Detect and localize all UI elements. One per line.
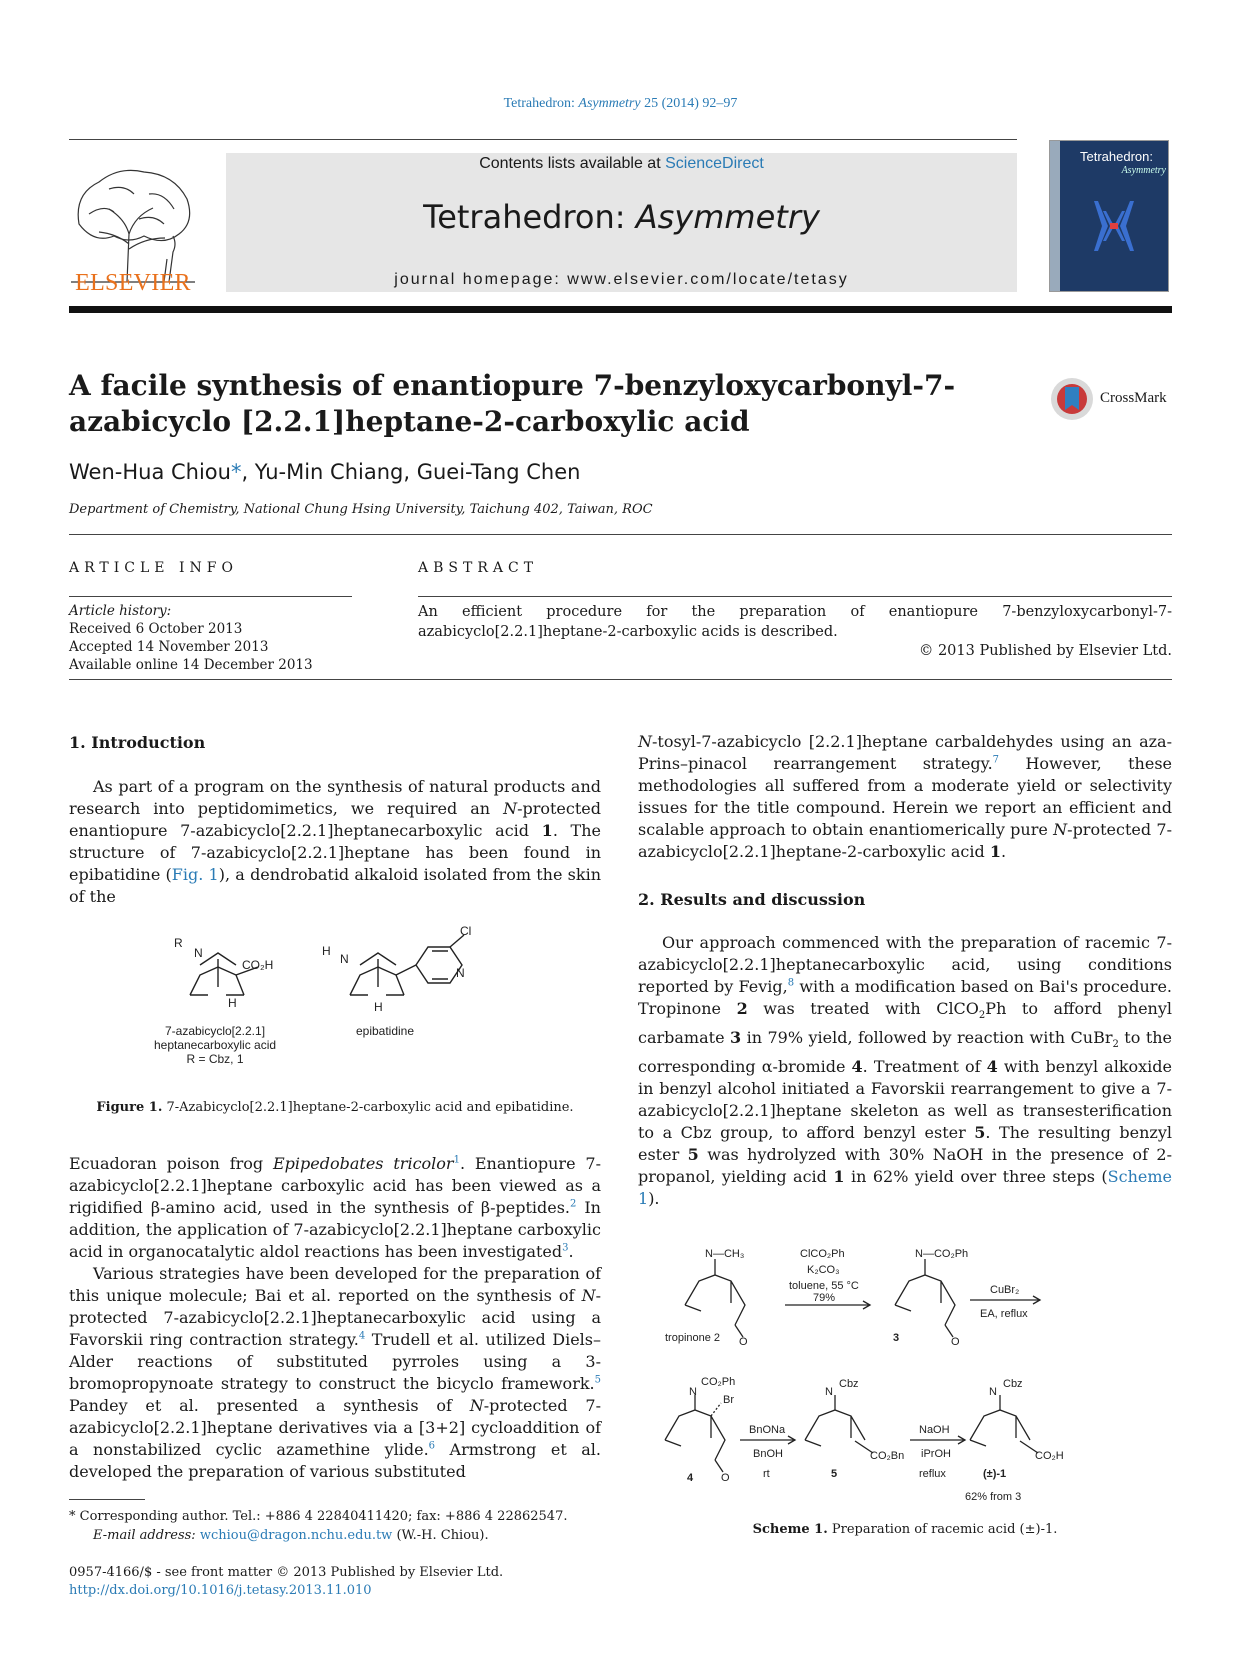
scheme-reagent-bnoh: BnOH <box>753 1448 783 1460</box>
fig2-n-label: N <box>340 952 349 966</box>
crossmark-icon <box>1050 377 1094 421</box>
cover-subtitle: Asymmetry <box>1121 165 1166 176</box>
crossmark-label: CrossMark <box>1100 390 1167 406</box>
issn-line: 0957-4166/$ - see front matter © 2013 Published by Elsevier Ltd. <box>69 1565 504 1580</box>
crossmark-badge[interactable] <box>1050 377 1180 423</box>
scheme-n-co2ph-label: N—CO₂Ph <box>915 1248 969 1260</box>
scheme-final-yield: 62% from 3 <box>965 1491 1022 1503</box>
journal-title: Tetrahedron: Asymmetry <box>423 198 820 236</box>
article-title: A facile synthesis of enantiopure 7-benzyloxycarbonyl-7-azabicyclo [2.2.1]heptane-2-carboxylic acid <box>69 369 956 438</box>
affiliation-rule <box>69 534 1172 535</box>
sciencedirect-link[interactable]: ScienceDirect <box>665 155 764 172</box>
scheme-n-ch3-label: N—CH₃ <box>705 1248 745 1260</box>
fig1-h-label: H <box>228 996 237 1010</box>
scheme-cbz-label-5: Cbz <box>839 1378 859 1390</box>
scheme-co2h-label: CO₂H <box>1035 1450 1064 1462</box>
abstract-rule <box>418 596 1172 597</box>
contents-line: Contents lists available at ScienceDirect <box>479 155 764 172</box>
ref-7-link[interactable]: 7 <box>992 754 1000 766</box>
article-history: Article history: Received 6 October 2013 Accepted 14 November 2013 Available online 14 December 2013 <box>69 603 313 673</box>
scheme-n-label-4: N <box>689 1386 697 1398</box>
fig2-cl-label: Cl <box>460 924 472 938</box>
scheme-co2bn-label: CO₂Bn <box>870 1450 905 1462</box>
header-thick-rule <box>69 306 1172 313</box>
ref-5-link[interactable]: 5 <box>594 1374 601 1386</box>
scheme-reagent-k2co3: K₂CO₃ <box>807 1264 840 1276</box>
intro-heading: 1. Introduction <box>69 733 206 752</box>
fig1-r-label: R <box>174 936 183 950</box>
abstract-text: An efficient procedure for the preparation of enantiopure 7-benzyloxycarbonyl-7-azabicyclo[2.2.1]heptane-2-carboxylic acids is described. <box>418 604 1172 640</box>
intro-paragraph-2: Ecuadoran poison frog Epipedobates tricolor$^1$. Enantiopure 7-azabicyclo[2.2.1]heptane carboxylic acid has been viewed as a rigidified β-amino acid, used in the synthesis of β-peptides.$^2$ In addition, the application of 7-azabicyclo[2.2.1]heptane carboxylic acid in organocatalytic aldol reactions has been investigated$^3$. <box>69 1154 601 1261</box>
ref-2-link[interactable]: 2 <box>570 1198 577 1210</box>
scheme-reagent-bnona: BnONa <box>749 1424 786 1436</box>
scheme-reagent-rt: rt <box>763 1468 770 1480</box>
scheme-tropinone-label: tropinone 2 <box>665 1332 721 1344</box>
figure-1-structures <box>153 924 540 1085</box>
scheme-reagent-ea-reflux: EA, reflux <box>980 1308 1028 1320</box>
scheme-co2ph-label-4: CO₂Ph <box>701 1376 736 1388</box>
scheme-n-label-5: N <box>825 1386 833 1398</box>
intro-paragraph-4: N-tosyl-7-azabicyclo [2.2.1]heptane carbaldehydes using an aza-Prins–pinacol rearrangement strategy.$^7$ However, these methodologies all suffered from a moderate yield or selectivity issues for the title compound. Herein we report an efficient and scalable approach to obtain enantiomerically pure N-protected 7-azabicyclo[2.2.1]heptane-2-carboxylic acid 1. <box>638 732 1172 861</box>
corresponding-author-footnote: * Corresponding author. Tel.: +886 4 22840411420; fax: +886 4 22862547. E-mail address: wchiou@dragon.nchu.edu.tw (W.-H. Chiou). <box>69 1509 568 1543</box>
scheme-reagent-reflux: reflux <box>919 1468 946 1480</box>
ref-8-link[interactable]: 8 <box>787 977 795 989</box>
scheme-compound-5-label: 5 <box>831 1468 838 1480</box>
scheme-o-label-2: O <box>739 1336 748 1348</box>
scheme-compound-3-label: 3 <box>893 1332 900 1344</box>
footnote-rule <box>69 1499 145 1500</box>
scheme-reagent-naoh: NaOH <box>919 1424 950 1436</box>
intro-paragraph-3: Various strategies have been developed for the preparation of this unique molecule; Bai et al. reported on the synthesis of N-protected 7-azabicyclo[2.2.1]heptanecarboxylic acid using a Favorskii ring contraction strategy.$^4$ Trudell et al. utilized Diels–Alder reactions of substituted pyrroles using a 3-bromopropynoate strategy to construct the bicyclo framework.$^5$ Pandey et al. presented a synthesis of N-protected 7-azabicyclo[2.2.1]heptane derivatives via a [3+2] cycloaddition of a nonstabilized cyclic azamethine ylide.$^6$ Armstrong et al. developed the preparation of various substituted <box>69 1264 601 1481</box>
scheme-reagent-toluene: toluene, 55 °C <box>789 1280 859 1292</box>
ref-6-link[interactable]: 6 <box>428 1440 436 1452</box>
scheme-1-link[interactable]: Scheme 1 <box>638 1167 1172 1209</box>
fig1-epibatidine-label: epibatidine <box>355 1024 415 1038</box>
figure-1-link[interactable]: Fig. 1 <box>171 865 219 884</box>
fig2-h-label: H <box>322 944 331 958</box>
figure-1-caption: Figure 1. 7-Azabicyclo[2.2.1]heptane-2-carboxylic acid and epibatidine. <box>96 1100 574 1115</box>
scheme-o-label-3: O <box>951 1336 960 1348</box>
cover-title: Tetrahedron: <box>1080 149 1153 164</box>
doi-link[interactable]: http://dx.doi.org/10.1016/j.tetasy.2013.11.010 <box>69 1583 372 1598</box>
results-paragraph: Our approach commenced with the preparation of racemic 7-azabicyclo[2.2.1]heptanecarboxylic acid, using conditions reported by Fevig,$^8$ with a modification based on Bai's procedure. Tropinone 2 was treated with ClCO$_2$Ph to afford phenyl carbamate 3 in 79% yield, followed by reaction with CuBr$_2$ to the corresponding α-bromide 4. Treatment of 4 with benzyl alkoxide in benzyl alcohol initiated a Favorskii rearrangement to give a 7-azabicyclo[2.2.1]heptane skeleton as well as transesterification to a Cbz group, to afford benzyl ester 5. The resulting benzyl ester 5 was hydrolyzed with 30% NaOH in the presence of 2-propanol, yielding acid 1 in 62% yield over three steps (Scheme 1). <box>638 933 1173 1209</box>
results-heading: 2. Results and discussion <box>638 890 866 909</box>
abstract-copyright: © 2013 Published by Elsevier Ltd. <box>918 643 1172 659</box>
scheme-reagent-clco2ph: ClCO₂Ph <box>800 1248 845 1260</box>
fig1-name-line3: R = Cbz, 1 <box>186 1052 244 1066</box>
intro-paragraph-1: As part of a program on the synthesis of natural products and research into peptidomimetics, we required an N-protected enantiopure 7-azabicyclo[2.2.1]heptanecarboxylic acid 1. The structure of 7-azabicyclo[2.2.1]heptane has been found in epibatidine (Fig. 1), a dendrobatid alkaloid isolated from the skin of the <box>69 777 601 906</box>
scheme-reagent-cubr2: CuBr₂ <box>990 1284 1020 1296</box>
fig1-co2h-label: CO₂H <box>242 958 274 972</box>
scheme-1-caption: Scheme 1. Preparation of racemic acid (±)-1. <box>752 1522 1058 1537</box>
scheme-cbz-label-1: Cbz <box>1003 1378 1023 1390</box>
header-rule <box>69 139 1017 140</box>
fig1-name-line2: heptanecarboxylic acid <box>153 1038 277 1052</box>
received-date: Received 6 October 2013 <box>69 621 243 637</box>
journal-citation: Tetrahedron: Asymmetry 25 (2014) 92–97 <box>503 96 738 111</box>
fig2-pyridine-n-label: N <box>456 966 465 980</box>
fig1-name-line1: 7-azabicyclo[2.2.1] <box>164 1024 266 1038</box>
scheme-o-label-4: O <box>721 1472 730 1484</box>
scheme-compound-1-label: (±)-1 <box>983 1468 1007 1480</box>
author-email-link[interactable]: wchiou@dragon.nchu.edu.tw <box>199 1528 393 1543</box>
ref-3-link[interactable]: 3 <box>562 1242 569 1254</box>
scheme-reagent-yield: 79% <box>813 1292 836 1304</box>
scheme-1-reaction <box>665 1245 1145 1505</box>
author-list: Wen-Hua Chiou*, Yu-Min Chiang, Guei-Tang Chen <box>69 460 581 484</box>
scheme-br-label: Br <box>723 1394 734 1406</box>
ref-4-link[interactable]: 4 <box>358 1330 366 1342</box>
article-info-rule <box>69 596 352 597</box>
front-matter <box>69 1564 503 1600</box>
ref-1-link[interactable]: 1 <box>453 1154 460 1166</box>
fig2-h2-label: H <box>374 1000 383 1014</box>
scheme-compound-4-label: 4 <box>687 1472 694 1484</box>
accepted-date: Accepted 14 November 2013 <box>69 639 269 655</box>
corresponding-author-mark[interactable]: * <box>230 460 242 484</box>
publisher-logo-text[interactable]: ELSEVIER <box>75 270 191 296</box>
scheme-n-label-1: N <box>989 1386 997 1398</box>
abstract-rule-bottom <box>69 679 1172 680</box>
scheme-reagent-iproh: iPrOH <box>921 1448 951 1460</box>
affiliation: Department of Chemistry, National Chung Hsing University, Taichung 402, Taiwan, ROC <box>69 502 653 517</box>
abstract-heading: ABSTRACT <box>418 560 539 576</box>
online-date: Available online 14 December 2013 <box>69 657 313 673</box>
fig1-n-label: N <box>194 946 203 960</box>
article-info-heading: ARTICLE INFO <box>69 560 238 576</box>
journal-homepage[interactable]: journal homepage: www.elsevier.com/locate/tetasy <box>394 271 849 288</box>
